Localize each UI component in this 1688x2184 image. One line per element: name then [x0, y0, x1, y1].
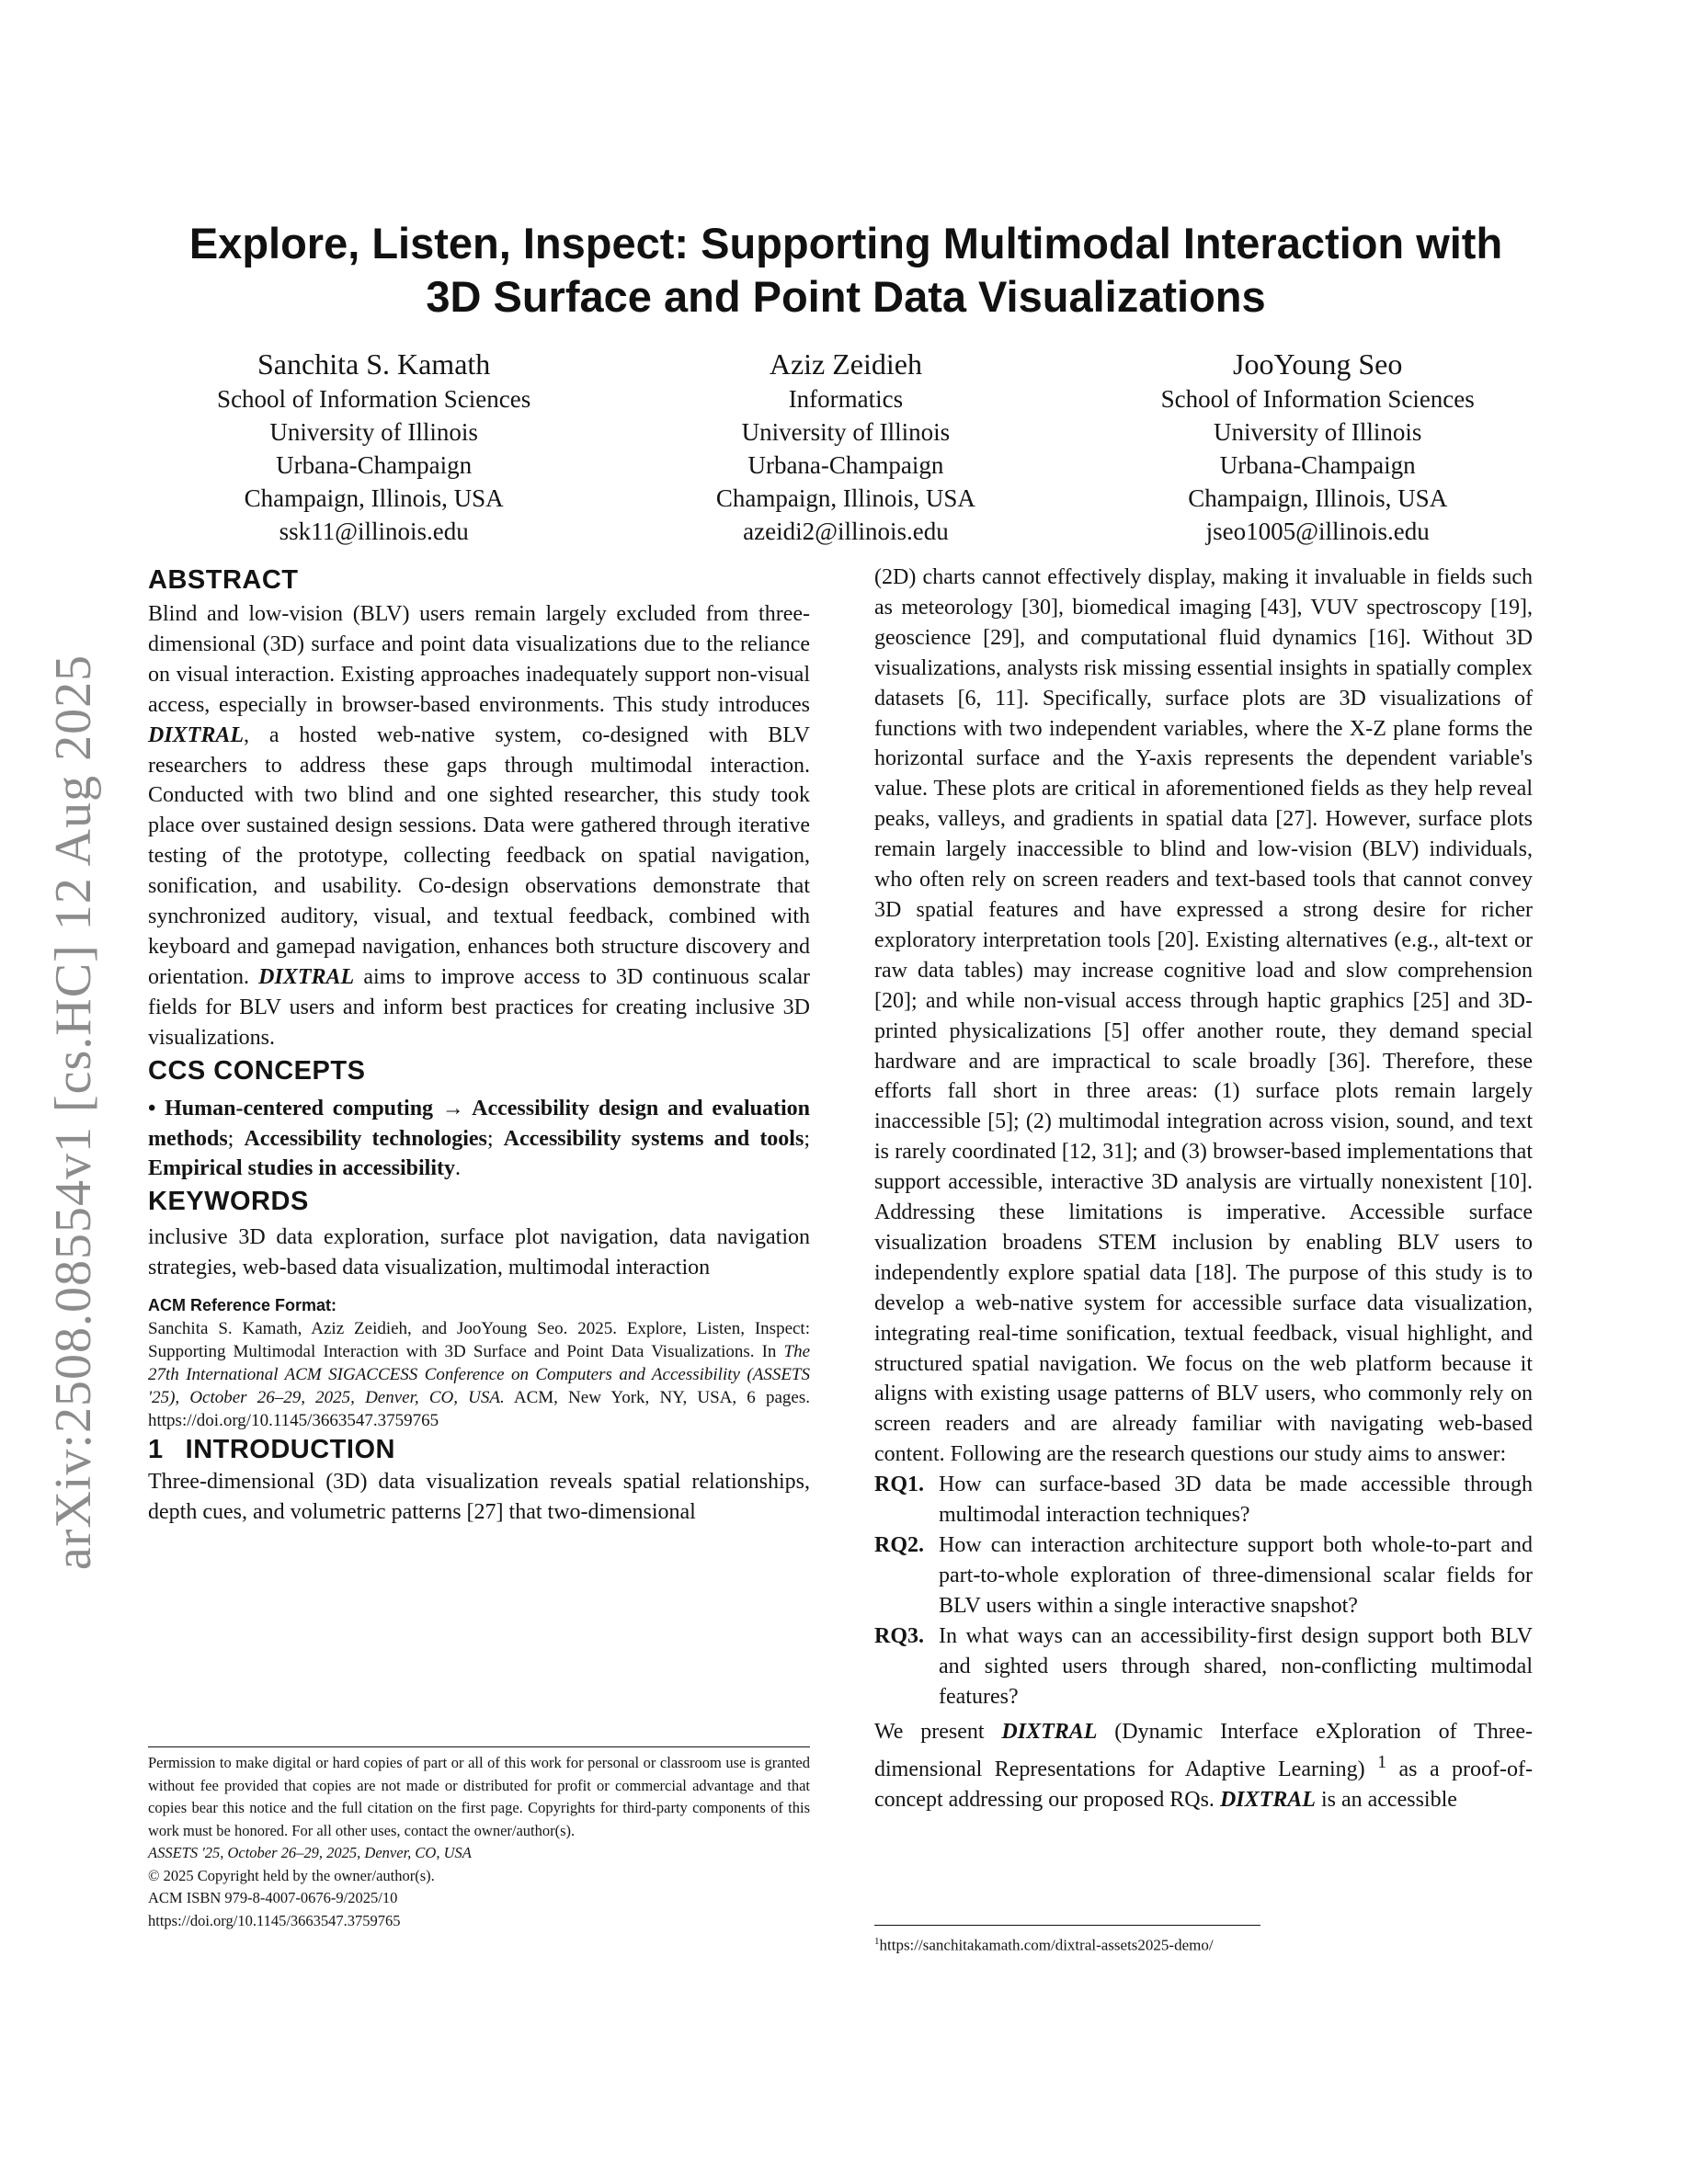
ccs-separator: ;	[804, 1126, 810, 1151]
research-question	[874, 1530, 1533, 1621]
research-questions	[874, 1470, 1533, 1712]
keywords-text: inclusive 3D data exploration, surface plot navigation, data navigation strategies, web-based data visualization, multimodal interaction	[148, 1225, 810, 1280]
ccs-heading: CCS CONCEPTS	[148, 1055, 366, 1086]
system-name: DIXTRAL	[148, 722, 245, 747]
author-1	[138, 346, 610, 548]
permission-doi: https://doi.org/10.1145/3663547.3759765	[148, 1911, 401, 1929]
permission-block	[148, 1752, 810, 1932]
right-column	[874, 563, 1533, 1815]
acm-reference-part: ACM, New York, NY, USA, 6 pages. https://doi.org/10.1145/3663547.3759765	[148, 1388, 810, 1431]
research-question	[874, 1470, 1533, 1530]
keywords-heading: KEYWORDS	[148, 1187, 309, 1217]
rq-text: How can interaction architecture support both whole-to-part and part-to-whole exploration of three-dimensional scalar fields for BLV users within a single interactive snapshot?	[939, 1533, 1533, 1618]
introduction-heading	[148, 1432, 810, 1467]
intro-text-right: (2D) charts cannot effectively display, making it invaluable in fields such as meteorology [30], biomedical imaging [43], VUV spectroscopy [19], geoscience [29], and computational fluid dynamics [16]. Without 3D visualizations, analysts risk missing essential insights in spatially complex datasets [6, 11]. Specifically, surface plots are 3D visualizations of functions with two independent variables, where the X-Z plane forms the horizontal surface and the Y-axis represents the dependent variable's value. These plots are critical in aforementioned fields as they help reveal peaks, valleys, and gradients in spatial data [27]. However, surface plots remain largely inaccessible to blind and low-vision (BLV) individuals, who often rely on screen readers and text-based tools that cannot convey 3D spatial features and have expressed a strong desire for richer exploratory interpretation tools [20]. Existing alternatives (e.g., alt-text or raw data tables) may increase cognitive load and slow comprehension [20]; and while non-visual access through haptic graphics [25] and 3D-printed physicalizations [5] offer another route, they demand special hardware and are impractical to scale broadly [36]. Therefore, these efforts fall short in three areas: (1) surface plots remain largely inaccessible [5]; (2) multimodal integration across vision, sound, and text is rarely coordinated [12, 31]; and (3) browser-based implementations that support accessible, interactive 3D analysis are virtually nonexistent [10]. Addressing these limitations is imperative. Accessible surface visualization broadens STEM inclusion by enabling BLV users to independently explore spatial data [18]. The purpose of this study is to develop a web-native system for accessible surface data visualization, integrating real-time sonification, textual feedback, visual highlight, and structured spatial navigation. We focus on the web platform because it aligns with existing usage patterns of BLV users, who commonly rely on screen readers and are already familiar with navigating web-based content. Following are the research questions our study aims to answer:	[874, 565, 1533, 1467]
abstract-heading: ABSTRACT	[148, 565, 299, 595]
author-affiliation: School of Information Sciences	[1160, 385, 1475, 413]
author-affiliation: School of Information Sciences	[217, 385, 531, 413]
permission-divider	[148, 1746, 810, 1747]
permission-text: Permission to make digital or hard copies of part or all of this work for personal or classroom use is granted without fee provided that copies are not made or distributed for profit or commercial advantage and that copies bear this notice and the full citation on the first page. Copyrights for third-party components of this work must be honored. For all other uses, contact the owner/author(s).	[148, 1754, 810, 1839]
footnote-marker: 1	[1377, 1752, 1387, 1773]
intro-text-left: Three-dimensional (3D) data visualization reveals spatial relationships, depth cues, and volumetric patterns [27] that two-dimensional	[148, 1470, 810, 1525]
system-name: DIXTRAL	[258, 964, 355, 989]
system-name: DIXTRAL	[1001, 1720, 1098, 1745]
author-affiliation: Champaign, Illinois, USA	[1188, 484, 1448, 512]
rq-label: RQ3.	[874, 1623, 924, 1648]
ccs-end: .	[455, 1156, 462, 1181]
ccs-concepts	[148, 1094, 810, 1185]
author-email: azeidi2@illinois.edu	[743, 518, 949, 545]
ccs-item: Accessibility systems and tools	[503, 1126, 804, 1151]
author-email: jseo1005@illinois.edu	[1205, 518, 1430, 545]
acm-reference-format	[148, 1294, 810, 1432]
rq-label: RQ2.	[874, 1533, 924, 1557]
present-part: (Dynamic Interface eXploration of Three-dimensional Representations for Adaptive Learning)	[874, 1720, 1534, 1782]
research-question	[874, 1621, 1533, 1712]
author-2	[610, 346, 1081, 548]
present-part: as a proof-of-concept addressing our proposed RQs.	[874, 1757, 1534, 1813]
ccs-separator: ;	[227, 1126, 245, 1151]
author-affiliation: Champaign, Illinois, USA	[715, 484, 975, 512]
intro-present-text	[874, 1717, 1533, 1815]
author-affiliation: Urbana-Champaign	[276, 451, 473, 479]
author-affiliation: Informatics	[788, 385, 904, 413]
acm-reference-text	[148, 1317, 810, 1432]
author-name: Aziz Zeidieh	[769, 347, 922, 381]
paper-title	[129, 217, 1563, 324]
section-title: INTRODUCTION	[185, 1435, 395, 1465]
footnote	[874, 1930, 1214, 1957]
author-affiliation: Urbana-Champaign	[747, 451, 944, 479]
abstract-text-part: , a hosted web-native system, co-designed with BLV researchers to address these gaps through multimodal interaction. Conducted with two blind and one sighted researcher, this study took place over sustained design sessions. Data were gathered through iterative testing of the prototype, collecting feedback on spatial navigation, sonification, and usability. Co-design observations demonstrate that synchronized auditory, visual, and textual feedback, combined with keyboard and gamepad navigation, enhances both structure discovery and orientation.	[148, 722, 810, 989]
acm-reference-heading: ACM Reference Format:	[148, 1296, 337, 1315]
author-name: Sanchita S. Kamath	[257, 347, 491, 381]
title-line-2: 3D Surface and Point Data Visualizations	[426, 272, 1266, 321]
rq-text: In what ways can an accessibility-first design support both BLV and sighted users through shared, non-conflicting multimodal features?	[939, 1623, 1533, 1709]
author-affiliation: University of Illinois	[269, 418, 478, 446]
ccs-separator: ;	[486, 1126, 504, 1151]
permission-copyright: © 2025 Copyright held by the owner/author(s).	[148, 1866, 435, 1884]
permission-isbn: ACM ISBN 979-8-4007-0676-9/2025/10	[148, 1889, 398, 1906]
author-affiliation: University of Illinois	[1213, 418, 1422, 446]
rq-text: How can surface-based 3D data be made accessible through multimodal interaction techniques?	[939, 1473, 1533, 1528]
author-email: ssk11@illinois.edu	[279, 518, 469, 545]
arxiv-side-stamp: arXiv:2508.08554v1 [cs.HC] 12 Aug 2025	[45, 654, 102, 1571]
author-name: JooYoung Seo	[1233, 347, 1403, 381]
author-block	[138, 346, 1554, 548]
acm-reference-venue: The 27th International ACM SIGACCESS Conference on Computers and Accessibility (ASSETS '25), October 26–29, 2025, Denver, CO, USA.	[148, 1342, 810, 1408]
present-part: We present	[874, 1720, 1002, 1745]
abstract-text-part: Blind and low-vision (BLV) users remain largely excluded from three-dimensional (3D) surface and point data visualizations due to the reliance on visual interaction. Existing approaches inadequately support non-visual access, especially in browser-based environments. This study introduces	[148, 602, 810, 717]
abstract-text	[148, 599, 810, 1053]
left-column	[148, 563, 810, 1528]
ccs-primary: • Human-centered computing → Accessibility design and evaluation methods	[148, 1096, 810, 1151]
rq-label: RQ1.	[874, 1473, 924, 1497]
author-affiliation: Urbana-Champaign	[1219, 451, 1416, 479]
footnote-mark: 1	[874, 1936, 880, 1947]
ccs-item: Empirical studies in accessibility	[148, 1156, 456, 1181]
author-3	[1082, 346, 1554, 548]
system-name: DIXTRAL	[1219, 1788, 1316, 1813]
permission-venue: ASSETS '25, October 26–29, 2025, Denver, CO, USA	[148, 1844, 472, 1861]
author-affiliation: Champaign, Illinois, USA	[244, 484, 504, 512]
author-affiliation: University of Illinois	[741, 418, 951, 446]
title-line-1: Explore, Listen, Inspect: Supporting Multimodal Interaction with	[188, 219, 1503, 267]
acm-reference-part: Sanchita S. Kamath, Aziz Zeidieh, and JooYoung Seo. 2025. Explore, Listen, Inspect: Supporting Multimodal Interaction with 3D Surface and Point Data Visualizations. In	[148, 1319, 810, 1362]
present-part: is an accessible	[1315, 1788, 1457, 1813]
ccs-item: Accessibility technologies	[244, 1126, 487, 1151]
section-number: 1	[148, 1435, 164, 1465]
abstract-text-part: aims to improve access to 3D continuous scalar fields for BLV users and inform best practices for creating inclusive 3D visualizations.	[148, 964, 810, 1050]
footnote-link[interactable]: https://sanchitakamath.com/dixtral-assets2025-demo/	[879, 1936, 1214, 1954]
footnote-divider	[874, 1925, 1260, 1926]
